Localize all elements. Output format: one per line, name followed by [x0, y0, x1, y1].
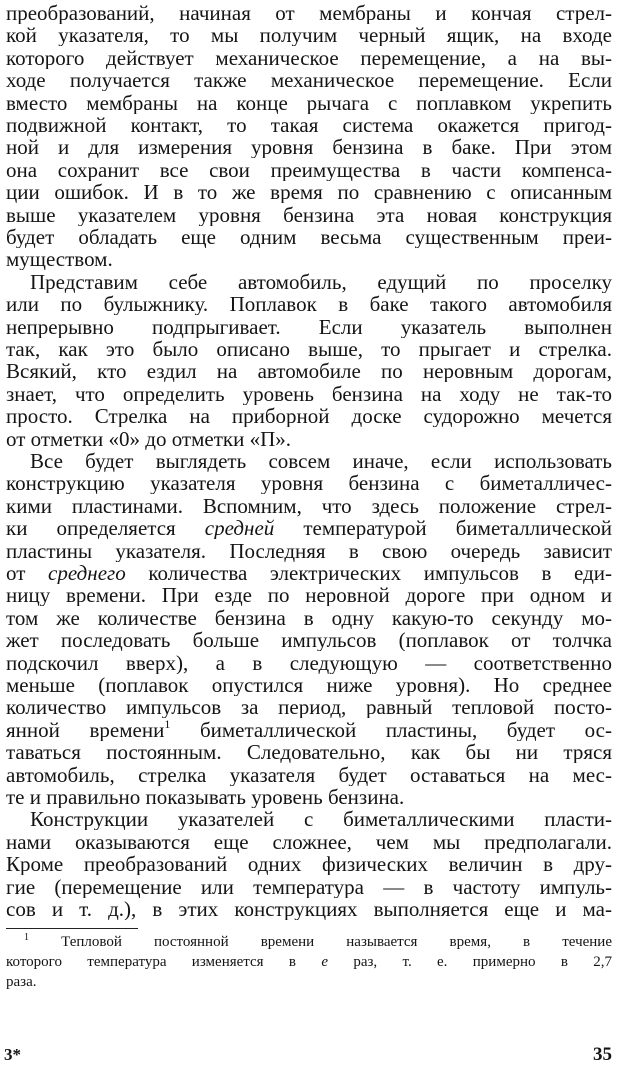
text-line: кой указателя, то мы получим черный ящик, на входе: [6, 24, 612, 47]
text-line: нами оказываются еще сложнее, чем мы предполагали.: [6, 830, 612, 853]
text-line: пластины указателя. Последняя в свою очередь зависит: [6, 539, 612, 562]
text-segment: от: [6, 562, 26, 584]
text-line: муществом.: [6, 248, 113, 271]
text-line: меньше (поплавок опустился ниже уровня). Но среднее: [6, 674, 612, 696]
footnote-line: [24, 932, 612, 952]
footnote-divider: [6, 928, 138, 929]
text-segment: количества электрических импульсов в еди-: [148, 562, 612, 584]
text-line: ции ошибок. И в то же время по сравнению с описанным: [6, 181, 612, 204]
text-segment: биметаллической пластины, будет ос-: [199, 718, 612, 741]
text-segment: ки определяется: [6, 517, 176, 540]
text-line: подскочил вверх), а в следующую — соответственно: [6, 651, 612, 674]
footnote-text: Тепловой постоянной времени называется время, в течение: [29, 934, 612, 951]
italic-emphasis: средней: [204, 517, 275, 540]
footnote-line: раза.: [6, 974, 37, 991]
text-line: кими пластинами. Вспомним, что здесь положение стрел-: [6, 494, 612, 517]
text-line: от отметки «0» до отметки «П».: [6, 427, 292, 450]
text-line: жет последовать больше импульсов (поплавок от толчка: [6, 629, 612, 652]
text-line: таваться постоянным. Следовательно, как бы ни тряся: [6, 741, 612, 764]
italic-emphasis: среднего: [48, 562, 126, 584]
text-line: подвижной контакт, то такая система окажется пригод-: [6, 114, 612, 136]
text-line: которого действует механическое перемещение, а на вы-: [6, 46, 612, 69]
paragraph-first-line: Все будет выглядеть совсем иначе, если использовать: [30, 450, 612, 472]
text-line: ной и для измерения уровня бензина в баке. При этом: [6, 136, 612, 159]
footnote-reference: 1: [164, 718, 171, 731]
footnote-italic: е: [321, 954, 329, 971]
text-line: Всякий, кто ездил на автомобиле по неровным дорогам,: [6, 360, 612, 383]
text-line: те и правильно показывать уровень бензина.: [6, 786, 405, 808]
paragraph-first-line: Представим себе автомобиль, едущий по проселку: [30, 270, 612, 293]
text-line: она сохранит все свои преимущества в части компенса-: [6, 158, 612, 181]
text-line: сов и т. д.), в этих конструкциях выполняется еще и ма-: [6, 898, 612, 920]
text-line: конструкцию указателя уровня бензина с биметалличес-: [6, 472, 612, 495]
text-line: непрерывно подпрыгивает. Если указатель выполнен: [6, 315, 612, 338]
text-line: [6, 517, 612, 539]
footnote-text: которого температура изменяется в: [6, 954, 322, 971]
text-line: гие (перемещение или температура — в частоту импуль-: [6, 875, 612, 898]
footnote-text: раз, т. е. примерно в 2,7: [328, 954, 612, 971]
text-line: ходе получается также механическое перемещение. Если: [6, 69, 612, 92]
text-line: Кроме преобразований одних физических величин в дру-: [6, 853, 612, 876]
text-line: знает, что определить уровень бензина на ходу не так-то: [6, 382, 612, 405]
text-segment: температурой биметаллической: [303, 517, 612, 540]
text-line: или по булыжнику. Поплавок в баке такого автомобиля: [6, 293, 612, 316]
page-number: 35: [593, 1044, 612, 1065]
text-line: так, как это было описано выше, то прыгает и стрелка.: [6, 338, 612, 360]
text-line: ницу времени. При езде по неровной дороге при одном и: [6, 584, 612, 607]
text-segment: янной времени: [6, 718, 165, 741]
text-line: просто. Стрелка на приборной доске судорожно мечется: [6, 405, 612, 428]
text-line: [6, 719, 612, 741]
text-line: преобразований, начиная от мембраны и кончая стрел-: [6, 2, 612, 24]
paragraph-first-line: Конструкции указателей с биметаллическими пласти-: [30, 808, 612, 831]
text-line: количество импульсов за период, равный тепловой посто-: [6, 696, 612, 719]
text-line: будет обладать еще одним весьма существенным преи-: [6, 226, 612, 248]
text-line: [6, 562, 612, 584]
footnote-line: [6, 952, 612, 972]
text-line: автомобиль, стрелка указателя будет оставаться на мес-: [6, 763, 612, 786]
printer-signature: 3*: [4, 1045, 21, 1064]
text-line: вместо мембраны на конце рычага с поплавком укрепить: [6, 91, 612, 114]
text-line: выше указателем уровня бензина эта новая конструкция: [6, 203, 612, 226]
text-line: том же количестве бензина в одну какую-то секунду мо-: [6, 606, 612, 629]
footnote-mark: 1: [24, 932, 29, 944]
